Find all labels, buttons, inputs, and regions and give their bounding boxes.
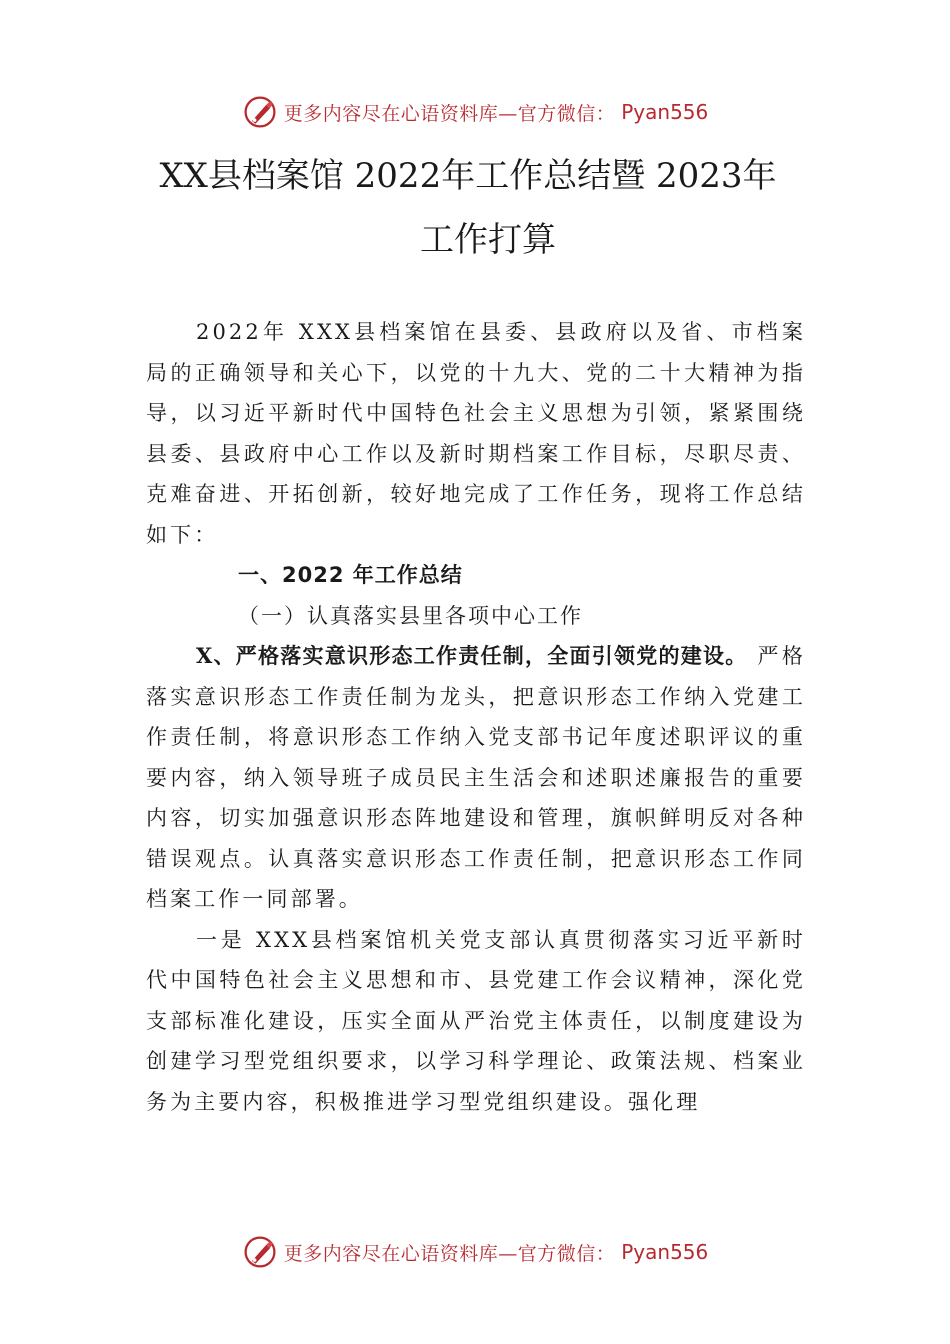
watermark-wechat-id: Pyan556: [621, 1240, 709, 1264]
paragraph-yi: 一是 XXX县档案馆机关党支部认真贯彻落实习近平新时代中国特色社会主义思想和市、县党建工作会议精神，深化党支部标准化建设，压实全面从严治党主体责任，以制度建设为创建学习型党组织要求，以学习科学理论、政策法规、档案业务为主要内容，积极推进学习型党组织建设。强化理: [146, 927, 806, 1114]
watermark-text: 更多内容尽在心语资料库—官方微信：: [283, 1242, 616, 1265]
section-x-lead: X、严格落实意识形态工作责任制，全面引领党的建设。: [196, 643, 748, 668]
watermark-footer: [0, 1232, 950, 1272]
section-x-paragraph: [146, 636, 806, 920]
document-title-line-1: XX县档案馆 2022年工作总结暨 2023年: [159, 156, 777, 196]
intro-paragraph: 2022年 XXX县档案馆在县委、县政府以及省、市档案局的正确领导和关心下，以党的十九大、党的二十大精神为指导，以习近平新时代中国特色社会主义思想为引领，紧紧围绕县委、县政府中心工作以及新时期档案工作目标，尽职尽责、克难奋进、开拓创新，较好地完成了工作任务，现将工作总结如下：: [146, 320, 806, 547]
pen-nib-logo-icon: [242, 94, 278, 130]
section-heading-2: （一）认真落实县里各项中心工作: [238, 603, 583, 628]
section-heading-1: 一、2022 年工作总结: [238, 563, 463, 587]
watermark-header: [0, 92, 950, 132]
watermark-text: 更多内容尽在心语资料库—官方微信：: [283, 102, 616, 125]
section-x-text: 严格落实意识形态工作责任制为龙头，把意识形态工作纳入党建工作责任制，将意识形态工作纳入党支部书记年度述职评议的重要内容，纳入领导班子成员民主生活会和述职述廉报告的重要内容，切实加强意识形态阵地建设和管理，旗帜鲜明反对各种错误观点。认真落实意识形态工作责任制，把意识形态工作同档案工作一同部署。: [146, 644, 806, 911]
watermark-wechat-id: Pyan556: [621, 100, 709, 124]
document-title-line-2: 工作打算: [420, 220, 556, 260]
document-body: [146, 312, 806, 1122]
pen-nib-logo-icon: [242, 1234, 278, 1270]
